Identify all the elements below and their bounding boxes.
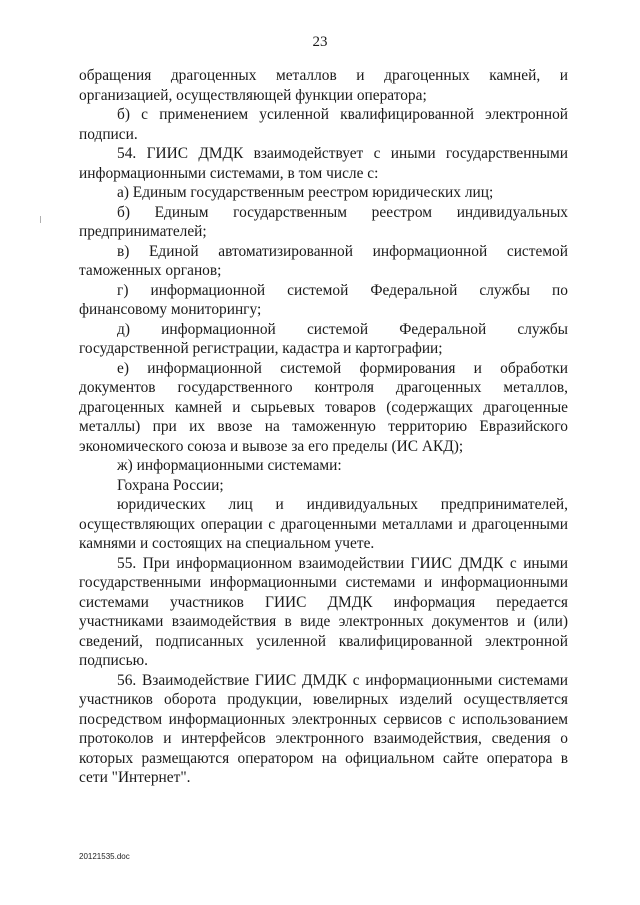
paragraph: юридических лиц и индивидуальных предпринимателей, осуществляющих операции с драгоценными металлами и драгоценными камнями и состоящих на специальном учете. xyxy=(79,496,568,552)
paragraph: обращения драгоценных металлов и драгоценных камней, и организацией, осуществляющей функции оператора; xyxy=(79,67,568,104)
document-body xyxy=(79,66,568,788)
paragraph: б) с применением усиленной квалифицированной электронной подписи. xyxy=(79,106,568,143)
paragraph: 56. Взаимодействие ГИИС ДМДК с информационными системами участников оборота продукции, ювелирных изделий осуществляется посредством информационных электронных сервисов с использованием протоколов и интерфейсов электронного взаимодействия, сведения о которых размещаются оператором на официальном сайте оператора в сети "Интернет". xyxy=(79,671,568,786)
file-name-footer: 20121535.doc xyxy=(79,852,130,861)
paragraph: б) Единым государственным реестром индивидуальных предпринимателей; xyxy=(79,203,568,240)
paragraph: а) Единым государственным реестром юридических лиц; xyxy=(117,184,494,201)
page-number: 23 xyxy=(312,34,328,50)
paragraph: Гохрана России; xyxy=(117,476,224,494)
paragraph: в) Единой автоматизированной информационной системой таможенных органов; xyxy=(79,242,568,279)
margin-mark xyxy=(40,216,41,223)
paragraph: 54. ГИИС ДМДК взаимодействует с иными государственными информационными системами, в том числе с: xyxy=(79,145,568,182)
paragraph: 55. При информационном взаимодействии ГИИС ДМДК с иными государственными информационными системами и информационными системами участников ГИИС ДМДК информация передается участниками взаимодействия в виде электронных документов и (или) сведений, подписанных усиленной квалифицированной электронной подписью. xyxy=(79,554,568,669)
paragraph: г) информационной системой Федеральной службы по финансовому мониторингу; xyxy=(79,281,568,318)
paragraph: е) информационной системой формирования и обработки документов государственного контроля драгоценных металлов, драгоценных камней и сырьевых товаров (содержащих драгоценные металлы) при их ввозе на таможенную территорию Евразийского экономического союза и вывозе за его пределы (ИС АКД); xyxy=(79,359,568,455)
paragraph: ж) информационными системами: xyxy=(117,457,342,474)
paragraph: д) информационной системой Федеральной службы государственной регистрации, кадастра и картографии; xyxy=(79,320,568,357)
